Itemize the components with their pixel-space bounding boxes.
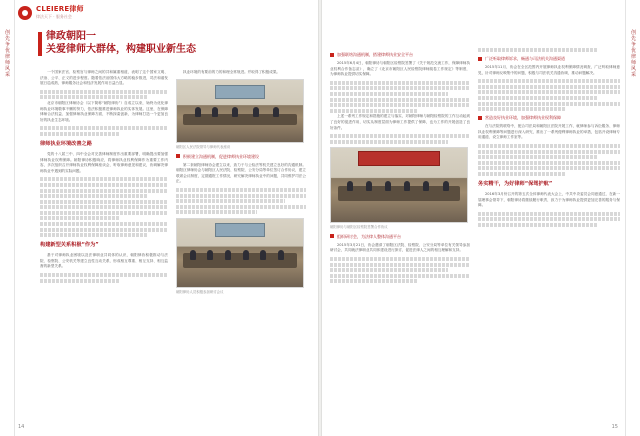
text-line bbox=[176, 188, 306, 192]
text-line bbox=[330, 263, 470, 267]
text-line bbox=[330, 140, 448, 144]
subheading-4 bbox=[478, 55, 620, 62]
subheading-4-paragraph: 2015年11月，协会在全区范围内开展律师执业权利保障情况调查，广泛听取律师意见，针对律师反映集中的问题，积极与司法机关沟通协调，推动问题解决。 bbox=[478, 65, 620, 75]
text-line bbox=[176, 205, 306, 209]
subheading-2-paragraph-2: 上述一系列工作规定和措施的建立与落实，对朝阳律师与朝阳检察院的工作互动起到了良好的促进作用，切实从制度层面为律师工作提供了保障，也为工作的开展创造了良好条件。 bbox=[330, 114, 470, 130]
subheading-3-paragraph: 2015年3月21日，协会邀请了朝阳区法院、检察院、公安分局等单位有关领导参加研讨会，共同就法律职业共同体建设进行探讨，促进法律人之间的相互理解和支持。 bbox=[330, 242, 470, 253]
photo-meeting-2 bbox=[176, 218, 304, 288]
text-line bbox=[330, 92, 448, 96]
subheading-3-text: 组织研讨会，为法律人整体沟通平台 bbox=[337, 233, 401, 239]
right-page bbox=[322, 0, 640, 436]
text-line bbox=[40, 228, 168, 232]
text-line bbox=[478, 212, 620, 216]
magazine-logo bbox=[18, 4, 138, 22]
text-line bbox=[330, 257, 470, 261]
text-line bbox=[176, 199, 285, 203]
text-line bbox=[478, 96, 597, 100]
intro-paragraph: 一个国家法官、检察官与律师之间的共和属重相道，表明了这个国家文明、法治、公平、正义的进步程度。随着依法治国伟大方略的稳步推进，司法和谐发展日趋成熟，律师服务社会和经济发展作用日益凸显。 bbox=[40, 70, 168, 86]
section1-paragraph: 党的十八届三中、四中全会对完善律师制度作出重要部署，明确提出要加强律师执业权利保障。朝阳律协积极响应，将律师执业权利保障作为重要工作内容，多次组织召开律师执业权利保障座谈会，听取律师意见和建议，协调解决律师执业中遇到的实际问题。 bbox=[40, 151, 168, 173]
logo-subtitle: 律法天下 · 服务社会 bbox=[36, 14, 72, 19]
right-column-2 bbox=[478, 48, 620, 423]
bullet-icon bbox=[176, 154, 180, 158]
text-line bbox=[176, 194, 306, 198]
section3-paragraph: 2016年3月份召开的第五次全体律师代表大会上，中共中央委员会同意通过，在新一届理事会领导下，朝阳律协将继续履行职责，致力于为律师执业提供更加完善的服务与保障。 bbox=[478, 191, 620, 208]
text-line bbox=[40, 279, 119, 283]
text-line bbox=[40, 90, 168, 94]
subheading-5 bbox=[478, 114, 620, 121]
text-line bbox=[330, 98, 470, 102]
text-line bbox=[478, 48, 597, 52]
bullet-icon bbox=[478, 57, 482, 61]
photo-meeting-3 bbox=[330, 147, 468, 223]
section2-paragraph: 基于对律师执业困境以及法律职业共同体的认识，朝阳律协积极推动与法院、检察院、公安机关等建立良性互动关系，形成相互尊重、相互支持、相互监督的新型关系。 bbox=[40, 253, 168, 269]
column2-lead: 执业环境的有要前的力的和理全常规进。并取得了积极成果。 bbox=[183, 70, 281, 74]
subheading-1-paragraph: 第二套朝阳律师协会建立以来，致力于与公检法等机关建立良好的沟通机制。朝阳区律师协会与朝阳区人民法院、检察院、公安分局等单位签订合作协议，建立联席会议制度，定期通报工作情况，研究解决律师执业中的问题，共同维护司法公正。 bbox=[176, 162, 306, 184]
text-line bbox=[478, 223, 597, 227]
text-line bbox=[478, 102, 620, 106]
text-line bbox=[478, 150, 620, 154]
text-line bbox=[40, 216, 119, 220]
article-title-line1: 律政朝阳一 bbox=[46, 31, 96, 42]
subheading-1-text: 积极建立沟通机制，促进律师执业环境建设 bbox=[183, 153, 259, 159]
text-line bbox=[40, 126, 168, 130]
intro-paragraph-2: 北京市朝阳区律师协会（以下简称“朝阳律协”）自成立以来，始终为优化律师执业环境敬事不懈的努力，依法积极推进律师执业的实体发展。这里，在保障律师合法权益、加强律师执业保障方面，不断探索创新，为律师打造一个更加良好的执业生态环境。 bbox=[40, 100, 168, 122]
photo-caption-1: 朝阳区人民法院领导与律师代表座谈 bbox=[176, 144, 231, 149]
text-line bbox=[40, 205, 168, 209]
text-line bbox=[330, 279, 417, 283]
text-line bbox=[478, 155, 597, 159]
subheading-2-text: 加强联络沟通机制，搭建律师执业安全平台 bbox=[337, 52, 413, 57]
text-line bbox=[478, 144, 620, 148]
text-line bbox=[478, 166, 620, 170]
text-line bbox=[330, 103, 470, 107]
section-heading-1: 律师执业环境改善之路 bbox=[40, 140, 92, 147]
bullet-icon bbox=[478, 116, 482, 120]
left-page bbox=[0, 0, 318, 436]
subheading-5-text: 营造良好执业环境，加强律师执业权利保障 bbox=[485, 115, 561, 121]
text-line bbox=[478, 107, 566, 111]
right-column-1 bbox=[330, 48, 470, 423]
subheading-2-paragraph: 2015年6月4日，朝阳律协与朝阳区检察院签署了《关于规范交流工作，保障律师执业权利合作备忘录》，确立了《北京市朝阳区人民检察院律师阅卷工作规定》等制度，为律师执业提供切实保障。 bbox=[330, 61, 470, 77]
text-line bbox=[330, 86, 470, 90]
subheading-4-text: 广泛听取律师诉求，畅通与司法机关沟通渠道 bbox=[485, 56, 565, 61]
text-line bbox=[40, 132, 119, 136]
text-line bbox=[478, 217, 620, 221]
text-line bbox=[40, 200, 168, 204]
subheading-1 bbox=[176, 153, 306, 160]
right-side-strip bbox=[625, 0, 640, 436]
subheading-2 bbox=[330, 51, 470, 58]
bullet-icon bbox=[330, 234, 334, 238]
text-line bbox=[40, 211, 168, 215]
text-line bbox=[330, 268, 448, 272]
left-side-label: 创先争优律师风采 bbox=[4, 30, 10, 78]
text-line bbox=[478, 79, 620, 83]
article-title bbox=[46, 30, 196, 56]
text-line bbox=[478, 90, 620, 94]
page-number-right: 15 bbox=[611, 424, 618, 430]
section-heading-2: 构建新型关系积极“作为” bbox=[40, 242, 99, 249]
left-column-1 bbox=[40, 70, 168, 410]
photo-caption-2: 朝阳律协人员积极参加研讨会议 bbox=[176, 290, 224, 295]
photo-caption-3: 朝阳律协与朝阳区检察院签署合作协议 bbox=[330, 224, 388, 229]
text-line bbox=[40, 189, 168, 193]
bullet-icon bbox=[330, 53, 334, 57]
text-line bbox=[176, 210, 257, 214]
text-line bbox=[40, 183, 168, 187]
text-line bbox=[40, 273, 168, 277]
text-line bbox=[40, 177, 168, 181]
left-column-2 bbox=[176, 70, 306, 420]
text-line bbox=[478, 172, 566, 176]
right-side-label: 创先争优律师风采 bbox=[630, 30, 636, 78]
title-accent-bar bbox=[38, 32, 42, 56]
text-line bbox=[330, 274, 470, 278]
text-line bbox=[478, 85, 620, 89]
text-line bbox=[40, 233, 148, 237]
photo-meeting-1 bbox=[176, 79, 304, 143]
text-line bbox=[330, 81, 470, 85]
text-line bbox=[478, 161, 620, 165]
left-side-strip bbox=[0, 0, 15, 436]
article-title-line2: 关爱律师大群体，构建职业新生态 bbox=[46, 44, 196, 55]
subheading-5-paragraph: 在与法院的联络中，配合司法局和朝阳区法院开展工作，就律师参与诉讼服务、律师执业权利保障等问题进行深入研究，推出了一系列便利律师执业的举措，包括开设律师专用通道、设立律师工作室等。 bbox=[478, 124, 620, 140]
text-line bbox=[330, 109, 417, 113]
text-line bbox=[40, 222, 168, 226]
text-line bbox=[40, 95, 148, 99]
text-line bbox=[40, 194, 148, 198]
page-number-left: 14 bbox=[18, 424, 25, 430]
logo-emblem-icon bbox=[18, 6, 32, 20]
section-heading-3: 务实精干，为好律师“保驾护航” bbox=[478, 180, 553, 187]
logo-name: CLEIERE律师 bbox=[36, 5, 84, 13]
subheading-3 bbox=[330, 233, 470, 240]
text-line bbox=[330, 134, 470, 138]
